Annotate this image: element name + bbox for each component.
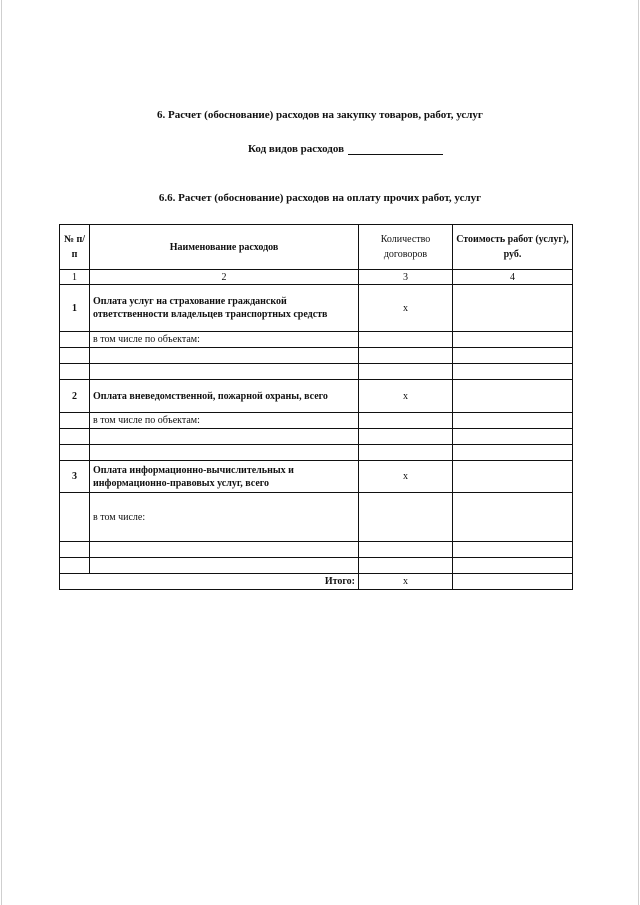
empty-cell[interactable] [90,445,359,461]
column-number: 2 [90,270,359,285]
header-num: № п/п [60,225,90,270]
table-row [60,461,573,493]
contract-count: х [359,461,453,493]
table-row [60,558,573,574]
cost-cell[interactable] [453,445,573,461]
row-number: 3 [60,461,90,493]
table-row [60,429,573,445]
expense-name: Оплата вневедомственной, пожарной охраны, всего [90,380,359,413]
empty-cell [60,542,90,558]
empty-cell [60,558,90,574]
empty-cell[interactable] [90,429,359,445]
expense-name: Оплата услуг на страхование гражданской ответственности владельцев транспортных средств [90,285,359,332]
cost-cell[interactable] [453,364,573,380]
cost-cell[interactable] [453,348,573,364]
empty-cell [60,364,90,380]
total-label: Итого: [60,574,359,590]
contract-count[interactable] [359,558,453,574]
row-number: 1 [60,285,90,332]
empty-cell [60,413,90,429]
sub-label: в том числе: [90,493,359,542]
expense-name: Оплата информационно-вычислительных и информационно-правовых услуг, всего [90,461,359,493]
table-row [60,364,573,380]
contract-count[interactable] [359,364,453,380]
table-row [60,445,573,461]
expenses-table [59,224,573,590]
cost-cell[interactable] [453,493,573,542]
row-number: 2 [60,380,90,413]
contract-count: х [359,285,453,332]
contract-count[interactable] [359,348,453,364]
header-cost: Стоимость работ (услуг), руб. [453,225,573,270]
table-row [60,285,573,332]
table-row [60,542,573,558]
table-header-row [60,225,573,270]
contract-count[interactable] [359,493,453,542]
expense-code-label: Код видов расходов [248,143,345,155]
contract-count[interactable] [359,429,453,445]
cost-cell[interactable] [453,542,573,558]
empty-cell[interactable] [90,558,359,574]
contract-count[interactable] [359,332,453,348]
cost-cell[interactable] [453,429,573,445]
column-number: 1 [60,270,90,285]
column-number-row [60,270,573,285]
total-row [60,574,573,590]
header-count: Количество договоров [359,225,453,270]
sub-label: в том числе по объектам: [90,332,359,348]
cost-cell[interactable] [453,461,573,493]
expense-code-blank-field[interactable] [348,143,443,155]
empty-cell [60,493,90,542]
empty-cell[interactable] [90,542,359,558]
page-edge-left [1,0,2,905]
cost-cell[interactable] [453,332,573,348]
section-heading: 6. Расчет (обоснование) расходов на закупку товаров, работ, услуг [157,109,483,121]
empty-cell [60,332,90,348]
total-cost-cell[interactable] [453,574,573,590]
cost-cell[interactable] [453,558,573,574]
table-row [60,493,573,542]
contract-count[interactable] [359,542,453,558]
cost-cell[interactable] [453,285,573,332]
column-number: 3 [359,270,453,285]
contract-count[interactable] [359,445,453,461]
contract-count: х [359,380,453,413]
total-count: х [359,574,453,590]
contract-count[interactable] [359,413,453,429]
column-number: 4 [453,270,573,285]
cost-cell[interactable] [453,413,573,429]
header-name: Наименование расходов [90,225,359,270]
table-row [60,348,573,364]
expense-code-line [248,143,443,155]
table-row [60,332,573,348]
empty-cell [60,348,90,364]
table-row [60,380,573,413]
empty-cell [60,445,90,461]
sub-label: в том числе по объектам: [90,413,359,429]
page-edge-right [638,0,639,905]
empty-cell [60,429,90,445]
subsection-heading: 6.6. Расчет (обоснование) расходов на оплату прочих работ, услуг [158,192,482,204]
table-row [60,413,573,429]
empty-cell[interactable] [90,364,359,380]
empty-cell[interactable] [90,348,359,364]
cost-cell[interactable] [453,380,573,413]
